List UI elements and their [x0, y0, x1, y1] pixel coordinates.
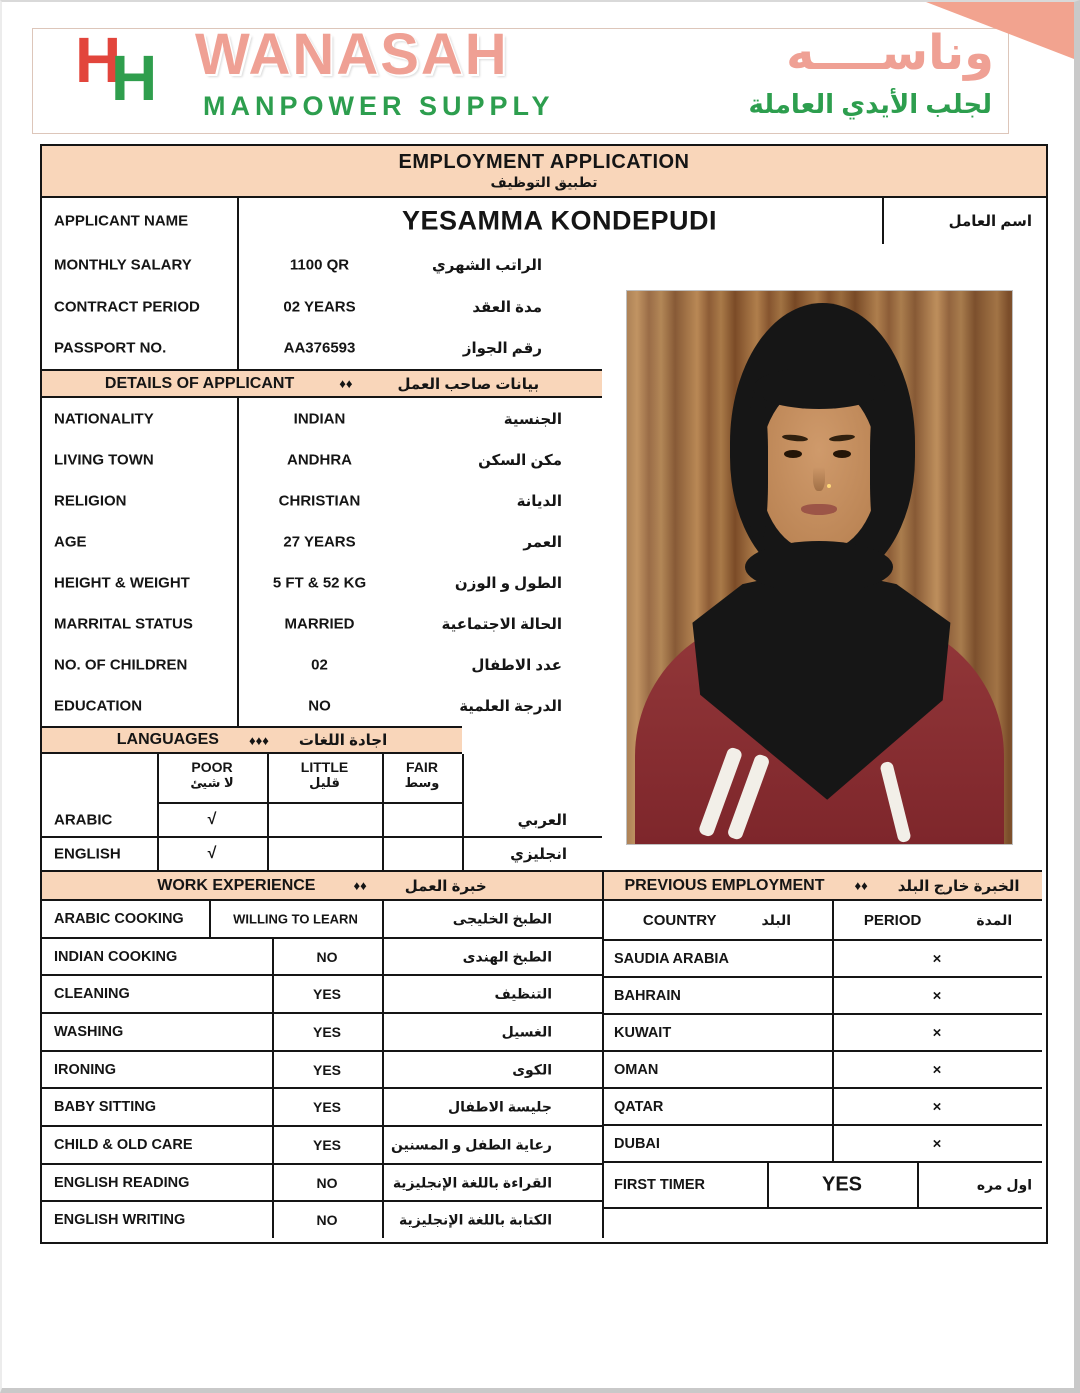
- field-label: CONTRACT PERIOD: [54, 298, 200, 315]
- skill-value: WILLING TO LEARN: [233, 911, 358, 927]
- empty-cell: [602, 1209, 1042, 1238]
- skill-label: IRONING: [54, 1061, 117, 1078]
- language-level-column: [267, 754, 382, 802]
- languages-header-arabic: اجادة اللغات: [298, 732, 388, 749]
- applicant-name-row: [42, 198, 1042, 244]
- brand-subtitle-latin: MANPOWER SUPPLY: [203, 91, 555, 121]
- field-label: MARRITAL STATUS: [54, 615, 193, 632]
- divider-line: [462, 754, 464, 870]
- country-column-header: [602, 901, 832, 939]
- previous-employment-row: [602, 941, 1042, 978]
- field-label-arabic: مكن السكن: [478, 451, 562, 469]
- field-label-arabic: الديانة: [516, 492, 562, 510]
- level-label: POOR: [191, 759, 233, 775]
- details-section-header: [42, 369, 602, 398]
- work-experience-rows: [42, 901, 602, 1238]
- field-value: NO: [308, 697, 331, 714]
- first-timer-value: YES: [821, 1173, 863, 1196]
- field-label: RELIGION: [54, 492, 127, 509]
- level-label-arabic: لا شيئ: [190, 775, 234, 790]
- hijab-chin-wrap: [745, 541, 893, 593]
- field-label: PASSPORT NO.: [54, 339, 167, 357]
- skill-label-arabic: جليسة الاطفال: [447, 1098, 552, 1115]
- eyebrow: [829, 434, 855, 443]
- languages-table: [42, 754, 602, 870]
- form-field-row: [42, 327, 602, 369]
- previous-employment-header-text: PREVIOUS EMPLOYMENT: [624, 876, 825, 894]
- skill-label-arabic: التنظيف: [494, 985, 552, 1002]
- work-experience-row: [42, 1089, 602, 1127]
- field-label-arabic: الجنسية: [503, 410, 562, 428]
- language-level-column: [382, 754, 462, 802]
- details-rows: [42, 398, 602, 726]
- skill-label: WASHING: [54, 1023, 124, 1040]
- field-label-arabic: الحالة الاجتماعية: [441, 615, 562, 633]
- company-logo: [75, 24, 191, 129]
- language-name: ENGLISH: [54, 845, 121, 863]
- field-label-arabic: عدد الاطفال: [471, 656, 562, 674]
- field-label-arabic: مدة العقد: [472, 298, 542, 316]
- skill-label-arabic: رعاية الطفل و المسنين: [391, 1136, 552, 1153]
- field-label-arabic: الطول و الوزن: [454, 574, 562, 592]
- field-label: NO. OF CHILDREN: [54, 656, 188, 673]
- field-value: 02 YEARS: [283, 298, 356, 315]
- field-value: INDIAN: [293, 410, 346, 427]
- period-mark: ×: [932, 950, 942, 967]
- first-timer-label: FIRST TIMER: [614, 1177, 706, 1193]
- brand-name-arabic: وناســــه: [786, 27, 994, 80]
- skill-label-arabic: القراءة باللغة الإنجليزية: [392, 1174, 552, 1191]
- languages-section-header: [42, 726, 462, 754]
- field-label: LIVING TOWN: [54, 451, 154, 468]
- period-header-arabic: المدة: [976, 911, 1013, 928]
- hijab-side: [748, 391, 768, 543]
- skill-value: YES: [312, 1099, 341, 1116]
- poor-checkmark: √: [207, 845, 217, 862]
- skill-value: YES: [312, 986, 341, 1003]
- eye: [833, 450, 851, 458]
- divider-line: [157, 754, 159, 870]
- field-label: EDUCATION: [54, 697, 143, 714]
- detail-row: [42, 603, 602, 644]
- period-header-text: PERIOD: [863, 911, 922, 929]
- divider-line: [602, 870, 604, 1238]
- detail-row: [42, 398, 602, 439]
- level-label: LITTLE: [300, 759, 349, 775]
- brand-name-latin: WANASAH: [195, 22, 509, 87]
- nose: [813, 461, 825, 491]
- field-label-arabic: الراتب الشهري: [432, 256, 542, 274]
- skill-label: INDIAN COOKING: [54, 948, 178, 965]
- language-level-headers: [157, 754, 462, 804]
- skill-label: ENGLISH WRITING: [54, 1212, 186, 1229]
- skill-value: NO: [316, 948, 338, 965]
- country-name: SAUDIA ARABIA: [614, 950, 729, 967]
- level-label-arabic: قليل: [309, 775, 340, 790]
- work-experience-row: [42, 1127, 602, 1165]
- detail-row: [42, 562, 602, 603]
- skill-label: BABY SITTING: [54, 1099, 157, 1116]
- details-header-text: DETAILS OF APPLICANT: [104, 374, 295, 392]
- languages-header-text: LANGUAGES: [116, 731, 219, 748]
- period-mark: ×: [932, 1061, 942, 1078]
- language-name: ARABIC: [54, 811, 113, 829]
- skill-label-arabic: الكوى: [512, 1061, 552, 1078]
- skill-value: YES: [312, 1136, 341, 1153]
- previous-employment-row: [602, 1052, 1042, 1089]
- skill-label-arabic: الغسيل: [501, 1023, 552, 1040]
- work-experience-row: [42, 976, 602, 1014]
- diamond-separator-icon: ♦♦: [339, 376, 353, 391]
- level-label-arabic: وسط: [404, 775, 440, 790]
- language-row: [42, 804, 602, 836]
- field-value: ANDHRA: [287, 451, 352, 468]
- form-field-row: [42, 244, 602, 286]
- eyebrow: [782, 434, 808, 443]
- work-experience-header-arabic: خبرة العمل: [404, 877, 487, 895]
- detail-row: [42, 480, 602, 521]
- lips: [801, 504, 837, 515]
- period-mark: ×: [932, 1098, 942, 1115]
- divider-line: [382, 754, 384, 870]
- form-title-bar: [42, 146, 1046, 198]
- employment-application-form: [40, 144, 1048, 1244]
- work-experience-header-text: WORK EXPERIENCE: [157, 876, 316, 894]
- applicant-photo: [627, 291, 1012, 844]
- field-value: AA376593: [283, 339, 356, 357]
- field-value: 1100 QR: [289, 256, 350, 274]
- country-name: KUWAIT: [614, 1024, 672, 1041]
- field-label: HEIGHT & WEIGHT: [54, 574, 190, 591]
- country-header-arabic: البلد: [761, 911, 792, 928]
- field-label-arabic: العمر: [523, 533, 562, 551]
- previous-employment-section-header: [602, 870, 1042, 901]
- country-name: OMAN: [614, 1061, 659, 1078]
- previous-employment-row: [602, 1015, 1042, 1052]
- country-name: QATAR: [614, 1098, 664, 1115]
- detail-row: [42, 521, 602, 562]
- form-title-arabic: تطبيق التوظيف: [490, 174, 598, 190]
- previous-employment-column-headers: [602, 901, 1042, 941]
- work-experience-row: [42, 901, 602, 939]
- field-value: MARRIED: [284, 615, 355, 632]
- work-experience-row: [42, 1202, 602, 1238]
- hijab-forehead-band: [753, 367, 885, 409]
- period-mark: ×: [932, 1135, 942, 1152]
- form-field-row: [42, 286, 602, 328]
- country-name: DUBAI: [614, 1135, 660, 1152]
- hijab-side: [870, 391, 890, 543]
- field-label-arabic: رقم الجواز: [462, 340, 542, 358]
- period-mark: ×: [932, 987, 942, 1004]
- period-column-header: [834, 901, 1042, 939]
- work-experience-row: [42, 939, 602, 977]
- field-label: NATIONALITY: [54, 410, 154, 427]
- divider-line: [882, 198, 884, 244]
- language-rows: [42, 804, 602, 870]
- field-value: CHRISTIAN: [278, 492, 361, 509]
- logo-letter-red: H: [75, 24, 122, 96]
- divider-line: [237, 398, 239, 726]
- language-name-arabic: انجليزي: [510, 846, 567, 863]
- form-title: EMPLOYMENT APPLICATION: [398, 151, 690, 173]
- brand-subtitle-arabic: لجلب الأيدي العاملة: [748, 89, 992, 119]
- field-value: 5 FT & 52 KG: [272, 574, 367, 591]
- diamond-separator-icon: ♦♦: [854, 878, 868, 893]
- field-value: 02: [311, 656, 328, 673]
- skill-label: CHILD & OLD CARE: [54, 1136, 193, 1153]
- level-label: FAIR: [406, 759, 438, 775]
- previous-employment-row: [602, 978, 1042, 1015]
- skill-label-arabic: الطبخ الخليجى: [452, 910, 552, 927]
- skill-value: YES: [312, 1061, 341, 1078]
- eye: [784, 450, 802, 458]
- first-timer-arabic: اول مره: [976, 1176, 1032, 1193]
- language-row: [42, 836, 602, 870]
- skill-label-arabic: الطبخ الهندى: [462, 948, 552, 964]
- brand-header: [32, 22, 1009, 134]
- period-mark: ×: [932, 1024, 942, 1041]
- divider-line: [237, 198, 239, 369]
- previous-employment-header-arabic: الخبرة خارج البلد: [897, 877, 1020, 895]
- previous-employment-table: [602, 901, 1042, 1238]
- skill-value: NO: [316, 1174, 338, 1191]
- detail-row: [42, 644, 602, 685]
- language-level-column: [157, 754, 267, 802]
- skill-label: ARABIC COOKING: [54, 910, 184, 927]
- detail-row: [42, 439, 602, 480]
- diamond-separator-icon: ♦♦♦: [248, 732, 269, 748]
- skill-value: YES: [312, 1023, 341, 1040]
- skill-label-arabic: الكتابة باللغة الإنجليزية: [398, 1211, 552, 1228]
- country-name: BAHRAIN: [614, 987, 681, 1004]
- first-timer-row: [602, 1163, 1042, 1209]
- work-experience-row: [42, 1014, 602, 1052]
- logo-letter-green: H: [111, 42, 158, 114]
- previous-employment-row: [602, 1089, 1042, 1126]
- details-header-arabic: بيانات صاحب العمل: [397, 375, 540, 393]
- work-experience-row: [42, 1165, 602, 1203]
- applicant-name-label: APPLICANT NAME: [54, 212, 189, 230]
- field-label-arabic: الدرجة العلمية: [459, 697, 562, 715]
- work-experience-row: [42, 1052, 602, 1090]
- skill-label: CLEANING: [54, 986, 130, 1003]
- field-label: AGE: [54, 533, 87, 550]
- country-header-text: COUNTRY: [642, 911, 717, 929]
- divider-line: [267, 754, 269, 870]
- applicant-name-value: YESAMMA KONDEPUDI: [401, 205, 718, 236]
- previous-employment-row: [602, 1126, 1042, 1163]
- field-value: 27 YEARS: [283, 533, 356, 550]
- language-name-arabic: العربي: [517, 812, 567, 829]
- field-label: MONTHLY SALARY: [54, 256, 192, 274]
- skill-label: ENGLISH READING: [54, 1174, 190, 1191]
- skill-value: NO: [316, 1212, 338, 1229]
- applicant-name-arabic: اسم العامل: [948, 213, 1032, 230]
- work-experience-section-header: [42, 870, 602, 901]
- poor-checkmark: √: [207, 811, 217, 828]
- nose-pin: [827, 484, 831, 488]
- diamond-separator-icon: ♦♦: [353, 878, 367, 893]
- top-fields: [42, 244, 602, 369]
- detail-row: [42, 685, 602, 726]
